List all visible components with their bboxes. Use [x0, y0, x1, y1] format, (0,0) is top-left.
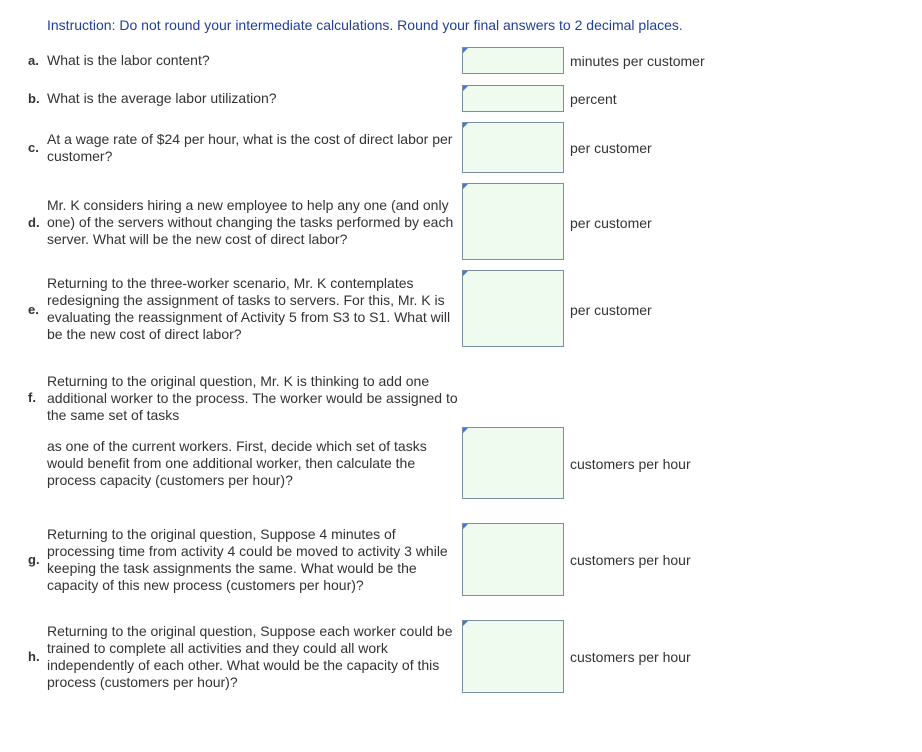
- answer-f-unit: customers per hour: [570, 456, 691, 472]
- question-h-letter: h.: [28, 649, 40, 664]
- question-a-letter: a.: [28, 53, 39, 68]
- question-b-text: What is the average labor utilization?: [47, 90, 277, 106]
- question-d-text: Mr. K considers hiring a new employee to help any one (and only one) of the servers without changing the tasks performed by each server. What will be the new cost of direct labor?: [47, 197, 454, 247]
- question-h-text: Returning to the original question, Suppose each worker could be trained to complete all activities and they could all work independently of each other. What would be the capacity of this process (customers per hour)?: [47, 623, 453, 690]
- answer-e-input[interactable]: [463, 271, 563, 346]
- answer-c-input-box[interactable]: [462, 122, 564, 173]
- answer-h-unit: customers per hour: [570, 649, 691, 665]
- question-f-text: Returning to the original question, Mr. K is thinking to add one additional worker to the process. The worker would be assigned to the same set of tasks: [47, 373, 458, 423]
- answer-h-input-box[interactable]: [462, 620, 564, 693]
- question-e-letter: e.: [28, 302, 39, 317]
- answer-e-unit: per customer: [570, 302, 652, 318]
- answer-c-unit: per customer: [570, 140, 652, 156]
- answer-a-unit: minutes per customer: [570, 53, 705, 69]
- question-g-text: Returning to the original question, Suppose 4 minutes of processing time from activity 4 could be moved to activity 3 while keeping the task assignments the same. What would be the capacity of this new process (customers per hour)?: [47, 526, 448, 593]
- answer-b-input[interactable]: [463, 86, 563, 111]
- answer-b-input-box[interactable]: [462, 85, 564, 112]
- answer-a-input[interactable]: [463, 48, 563, 73]
- answer-g-input-box[interactable]: [462, 523, 564, 596]
- question-c-letter: c.: [28, 140, 39, 155]
- instruction-text: Instruction: Do not round your intermediate calculations. Round your final answers to 2 decimal places.: [47, 17, 683, 33]
- question-f-letter: f.: [28, 390, 36, 405]
- answer-d-unit: per customer: [570, 215, 652, 231]
- answer-g-unit: customers per hour: [570, 552, 691, 568]
- answer-e-input-box[interactable]: [462, 270, 564, 347]
- answer-c-input[interactable]: [463, 123, 563, 172]
- question-a-text: What is the labor content?: [47, 52, 210, 68]
- answer-d-input-box[interactable]: [462, 183, 564, 260]
- answer-a-input-box[interactable]: [462, 47, 564, 74]
- question-e-text: Returning to the three-worker scenario, Mr. K contemplates redesigning the assignment of tasks to servers. For this, Mr. K is evaluating the reassignment of Activity 5 from S3 to S1. What will be the new cost of direct labor?: [47, 275, 451, 342]
- question-d-letter: d.: [28, 215, 40, 230]
- question-g-letter: g.: [28, 552, 40, 567]
- question-c-text: At a wage rate of $24 per hour, what is the cost of direct labor per customer?: [47, 131, 453, 164]
- answer-g-input[interactable]: [463, 524, 563, 595]
- answer-f-input[interactable]: [463, 428, 563, 498]
- answer-f-input-box[interactable]: [462, 427, 564, 499]
- question-b-letter: b.: [28, 91, 40, 106]
- answer-h-input[interactable]: [463, 621, 563, 692]
- answer-b-unit: percent: [570, 91, 617, 107]
- question-f-text-continued: as one of the current workers. First, decide which set of tasks would benefit from one additional worker, then calculate the process capacity (customers per hour)?: [47, 438, 427, 488]
- answer-d-input[interactable]: [463, 184, 563, 259]
